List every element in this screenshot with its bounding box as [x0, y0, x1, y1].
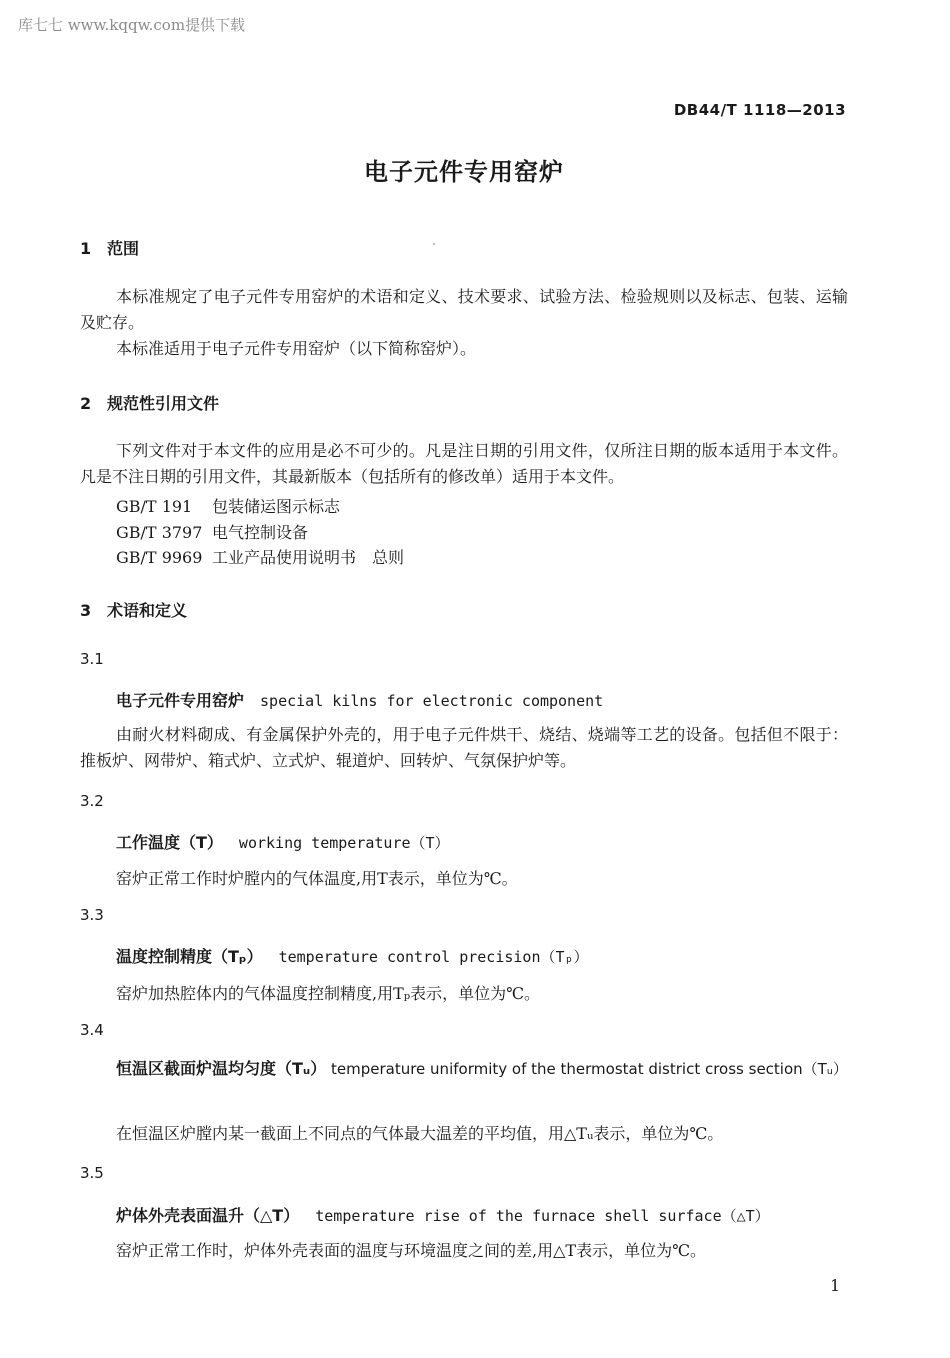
reference-name: 包装储运图示标志: [212, 497, 341, 516]
reference-name: 工业产品使用说明书 总则: [212, 548, 405, 567]
term-number: 3.5: [80, 1164, 104, 1182]
term-definition: 由耐火材料砌成、有金属保护外壳的，用于电子元件烘干、烧结、烧端等工艺的设备。包括但不限于：推板炉、网带炉、箱式炉、立式炉、辊道炉、回转炉、气氛保护炉等。: [80, 725, 848, 770]
term-chinese: 工作温度（T）: [116, 833, 223, 852]
term-definition: 窑炉正常工作时炉膛内的气体温度,用T表示，单位为℃。: [116, 869, 518, 888]
term-definition: 在恒温区炉膛内某一截面上不同点的气体最大温差的平均值，用△Tᵤ表示，单位为℃。: [116, 1124, 724, 1143]
term-heading: [116, 830, 450, 853]
term-heading: [116, 688, 603, 711]
document-title: 电子元件专用窑炉: [364, 158, 564, 186]
reference-name: 电气控制设备: [212, 523, 309, 542]
section-3-heading: [80, 598, 187, 621]
term-english: special kilns for electronic component: [260, 692, 604, 710]
watermark-text: 库七七 www.kqqw.com提供下载: [18, 16, 246, 34]
section-2-heading: [80, 391, 219, 414]
reference-code: GB/T 9969: [116, 548, 203, 567]
section-1-paragraph-2: 本标准适用于电子元件专用窑炉（以下简称窑炉）。: [116, 339, 477, 358]
section-1-paragraph-1: 本标准规定了电子元件专用窑炉的术语和定义、技术要求、试验方法、检验规则以及标志、包装、运输及贮存。: [80, 287, 848, 332]
term-english: working temperature（T）: [238, 834, 450, 852]
term-definition: 窑炉加热腔体内的气体温度控制精度,用Tₚ表示，单位为℃。: [116, 984, 541, 1003]
term-chinese: 炉体外壳表面温升（△T）: [116, 1206, 300, 1225]
section-number: 1: [80, 239, 92, 258]
section-number: 3: [80, 601, 92, 620]
term-number: 3.2: [80, 792, 104, 810]
term-chinese: 电子元件专用窑炉: [116, 691, 245, 710]
section-1-heading: [80, 236, 139, 259]
term-english: temperature rise of the furnace shell surface（△T）: [315, 1207, 770, 1225]
term-heading: [116, 944, 589, 967]
section-title: 规范性引用文件: [107, 394, 220, 413]
term-english: temperature uniformity of the thermostat district cross section（Tᵤ）: [331, 1060, 848, 1078]
term-english: temperature control precision（Tₚ）: [278, 948, 589, 966]
term-number: 3.4: [80, 1021, 104, 1039]
reference-code: GB/T 3797: [116, 523, 203, 542]
term-definition: 窑炉正常工作时，炉体外壳表面的温度与环境温度之间的差,用△T表示，单位为℃。: [116, 1241, 706, 1260]
standard-code: DB44/T 1118—2013: [673, 101, 846, 119]
term-heading: [80, 1056, 848, 1082]
term-chinese: 温度控制精度（Tₚ）: [116, 947, 263, 966]
term-number: 3.3: [80, 906, 104, 924]
reference-item: [116, 494, 340, 517]
page-number: 1: [830, 1276, 841, 1295]
section-number: 2: [80, 394, 92, 413]
scan-speck: [433, 243, 435, 245]
term-chinese: 恒温区截面炉温均匀度（Tᵤ）: [116, 1059, 327, 1078]
section-2-paragraph-1: 下列文件对于本文件的应用是必不可少的。凡是注日期的引用文件，仅所注日期的版本适用于本文件。凡是不注日期的引用文件，其最新版本（包括所有的修改单）适用于本文件。: [80, 441, 848, 486]
reference-item: [116, 520, 308, 543]
reference-code: GB/T 191: [116, 497, 193, 516]
term-number: 3.1: [80, 650, 104, 668]
section-title: 术语和定义: [107, 601, 188, 620]
term-heading: [116, 1203, 770, 1226]
reference-item: [116, 545, 404, 568]
section-title: 范围: [107, 239, 140, 258]
